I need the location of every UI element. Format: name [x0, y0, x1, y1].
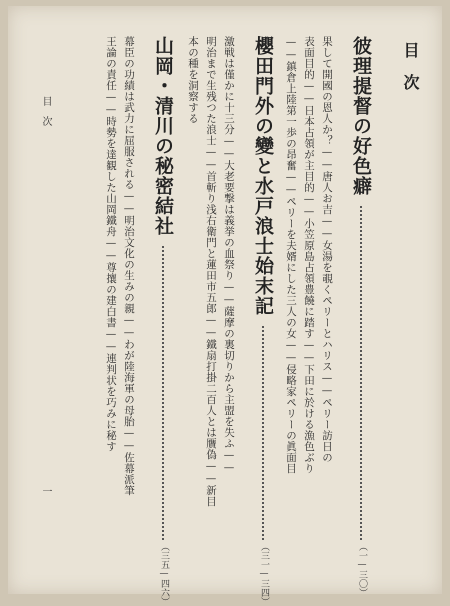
section-1-summary-line-2: 表面目的——日本占領が主目的——小笠原島占領豊饒に踏す——下田に於ける漁色ぶり — [303, 36, 315, 474]
section-1-leader — [360, 206, 362, 540]
page-number: 一 — [40, 486, 51, 496]
section-3-title: 山岡・清川の秘密結社 — [152, 36, 174, 236]
section-3-summary-line-2: 王論の責任——時勢を達観した山岡鐵舟——尊攘の建白書——連判状を巧みに秘す — [105, 36, 117, 452]
section-2-summary-line-2: 明治まで生残つた浪士——首斬り浅右衛門と蓮田市五郎——鐵扇打掛二百人とは贋偽——新目 — [205, 36, 217, 507]
book-page — [8, 6, 442, 606]
section-1-pages: （一—三〇） — [357, 542, 367, 597]
section-1-summary-line-1: 果して開國の恩人か？——唐人お吉——女湯を覗くペリーとハリス——ペリー訪日の — [321, 36, 333, 463]
section-2-leader — [262, 326, 264, 540]
section-1-title: 彼理提督の好色癖 — [350, 36, 372, 196]
section-3-summary-line-1: 幕臣の功績は武力に屈服される——明治文化の生みの親——わが陸海軍の母胎——佐幕派筆 — [123, 36, 135, 496]
section-2-pages: （三一—三四） — [259, 542, 269, 606]
section-2-summary-line-3: 本の種を洞察する — [187, 36, 199, 124]
section-3-pages: （三五—四六） — [159, 542, 169, 606]
section-2-summary-line-1: 激戦は僅かに十三分——大老要撃は義挙の血祭り——薩摩の裏切りから主盟を失ふ—— — [223, 36, 235, 474]
footer-title: 目 次 — [40, 96, 51, 126]
toc-title: 目 次 — [401, 42, 420, 90]
section-2-title: 櫻田門外の變と水戸浪士始末記 — [252, 36, 274, 316]
section-1-summary-line-3: ——鎮倉上陸第一歩の昂奮——ペリーを夫婿にした三人の女——侵略家ペリーの眞面目 — [285, 36, 297, 474]
section-3-leader — [162, 246, 164, 540]
